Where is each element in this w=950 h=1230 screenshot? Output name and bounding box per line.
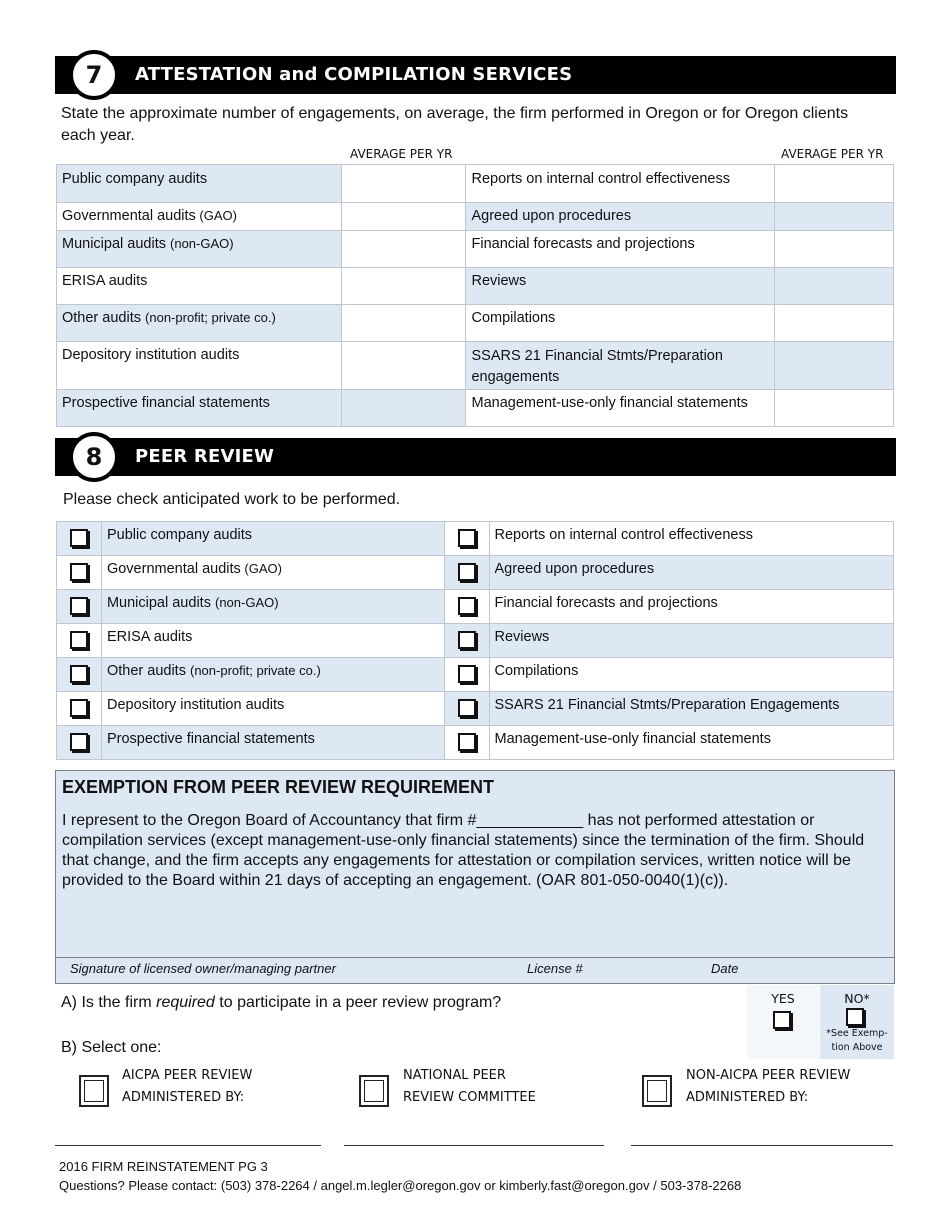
signature-line[interactable] bbox=[56, 957, 894, 958]
row-label: Reports on internal control effectiveness bbox=[494, 527, 753, 543]
option-national-label bbox=[403, 1065, 536, 1109]
checkbox[interactable] bbox=[70, 733, 88, 751]
yes-label: YES bbox=[771, 991, 795, 1006]
row-label: Depository institution audits bbox=[106, 697, 285, 713]
row-label: Management-use-only financial statements bbox=[494, 731, 771, 747]
engagements-table bbox=[56, 164, 894, 427]
exemption-text: I represent to the Oregon Board of Accountancy that firm #____________ has not performed attestation or compilation services (except management-use-only financial statements) since the termination of the firm. Should that change, and the firm accepts any engagements for attestation or compilation services, written notice will be provided to the Board within 21 days of accepting an engagement. (OAR 801-050-0040(1)(c)). bbox=[62, 812, 865, 889]
table-row bbox=[57, 268, 894, 305]
checkbox[interactable] bbox=[70, 529, 88, 547]
table-row bbox=[57, 305, 894, 342]
checkbox[interactable] bbox=[458, 665, 476, 683]
option-line: ADMINISTERED BY: bbox=[686, 1090, 809, 1105]
question-a-emph: required bbox=[156, 994, 215, 1011]
section-7-intro: State the approximate number of engagements, on average, the firm performed in Oregon or for Oregon clients each year. bbox=[61, 105, 849, 144]
row-label: Reports on internal control effectiveness bbox=[471, 171, 730, 187]
row-label: Public company audits bbox=[106, 527, 253, 543]
row-label: Depository institution audits bbox=[62, 347, 240, 363]
yes-checkbox[interactable] bbox=[773, 1011, 791, 1029]
checkbox[interactable] bbox=[458, 733, 476, 751]
checkbox[interactable] bbox=[458, 529, 476, 547]
avg-input[interactable] bbox=[775, 231, 894, 268]
aicpa-administrator-line[interactable] bbox=[55, 1145, 321, 1146]
peer-review-table bbox=[56, 521, 894, 760]
signature-label: Signature of licensed owner/managing partner bbox=[70, 961, 336, 976]
avg-input[interactable] bbox=[775, 390, 894, 427]
avg-per-yr-left-header: AVERAGE PER YR bbox=[350, 147, 453, 161]
checkbox[interactable] bbox=[458, 631, 476, 649]
option-line: ADMINISTERED BY: bbox=[122, 1090, 245, 1105]
section-7-header bbox=[55, 56, 896, 94]
row-note: (GAO) bbox=[195, 208, 237, 223]
row-note: (GAO) bbox=[240, 561, 282, 576]
option-line: REVIEW COMMITTEE bbox=[403, 1090, 536, 1105]
checkbox[interactable] bbox=[458, 699, 476, 717]
row-note: (non-GAO) bbox=[214, 595, 279, 610]
table-row bbox=[57, 726, 894, 760]
exemption-box bbox=[55, 770, 895, 984]
section-8-header bbox=[55, 438, 896, 476]
question-a-suffix: to participate in a peer review program? bbox=[214, 994, 502, 1011]
table-row bbox=[57, 590, 894, 624]
row-label: ERISA audits bbox=[106, 629, 193, 645]
option-aicpa-checkbox[interactable] bbox=[79, 1075, 109, 1107]
row-label: Financial forecasts and projections bbox=[494, 595, 718, 611]
row-label: Prospective financial statements bbox=[106, 731, 315, 747]
table-row bbox=[57, 165, 894, 203]
row-label: Other audits bbox=[62, 310, 141, 326]
table-row bbox=[57, 231, 894, 268]
question-a-prefix: A) Is the firm bbox=[61, 994, 157, 1011]
see-note-line-1: *See Exemp- bbox=[826, 1028, 888, 1039]
row-label: Other audits bbox=[106, 663, 186, 679]
row-label: Reviews bbox=[494, 629, 550, 645]
yes-cell bbox=[747, 985, 819, 1059]
non-aicpa-administrator-line[interactable] bbox=[631, 1145, 893, 1146]
footer-page: 2016 FIRM REINSTATEMENT PG 3 bbox=[59, 1159, 268, 1174]
checkbox[interactable] bbox=[70, 597, 88, 615]
option-line: AICPA PEER REVIEW bbox=[122, 1068, 253, 1083]
table-row bbox=[57, 390, 894, 427]
section-8-title: PEER REVIEW bbox=[135, 446, 275, 467]
license-label: License # bbox=[527, 961, 583, 976]
avg-input[interactable] bbox=[775, 165, 894, 203]
row-label: Governmental audits bbox=[106, 561, 241, 577]
option-aicpa-label bbox=[122, 1065, 252, 1109]
row-label: Financial forecasts and projections bbox=[471, 236, 695, 252]
avg-input[interactable] bbox=[341, 268, 466, 305]
no-label: NO* bbox=[844, 991, 870, 1006]
exemption-title: EXEMPTION FROM PEER REVIEW REQUIREMENT bbox=[62, 777, 495, 797]
avg-input[interactable] bbox=[341, 342, 466, 390]
see-note-line-2: tion Above bbox=[831, 1042, 883, 1053]
footer-contact: Questions? Please contact: (503) 378-2264 / angel.m.legler@oregon.gov or kimberly.fast@oregon.gov / 503-378-2268 bbox=[59, 1178, 742, 1193]
option-national-checkbox[interactable] bbox=[359, 1075, 389, 1107]
checkbox[interactable] bbox=[70, 699, 88, 717]
question-a bbox=[61, 994, 501, 1012]
table-row bbox=[57, 692, 894, 726]
row-label: Compilations bbox=[494, 663, 579, 679]
national-line[interactable] bbox=[344, 1145, 604, 1146]
table-row bbox=[57, 624, 894, 658]
row-label: SSARS 21 Financial Stmts/Preparation engagements bbox=[471, 348, 723, 385]
checkbox[interactable] bbox=[458, 597, 476, 615]
row-label: ERISA audits bbox=[62, 273, 148, 289]
table-row bbox=[57, 522, 894, 556]
row-note: (non-profit; private co.) bbox=[145, 310, 276, 325]
avg-input[interactable] bbox=[341, 165, 466, 203]
avg-input[interactable] bbox=[341, 305, 466, 342]
row-label: Agreed upon procedures bbox=[494, 561, 655, 577]
avg-input[interactable] bbox=[775, 203, 894, 231]
section-7-number: 7 bbox=[69, 50, 119, 100]
table-row bbox=[57, 556, 894, 590]
no-checkbox[interactable] bbox=[846, 1008, 864, 1026]
avg-input[interactable] bbox=[775, 268, 894, 305]
table-row bbox=[57, 203, 894, 231]
section-7-title: ATTESTATION and COMPILATION SERVICES bbox=[135, 64, 573, 85]
checkbox[interactable] bbox=[70, 665, 88, 683]
option-line: NATIONAL PEER bbox=[403, 1068, 506, 1083]
option-line: NON-AICPA PEER REVIEW bbox=[686, 1068, 851, 1083]
row-note: (non-GAO) bbox=[170, 236, 234, 251]
row-note: (non-profit; private co.) bbox=[190, 663, 321, 678]
section-8-number: 8 bbox=[69, 432, 119, 482]
row-label: Public company audits bbox=[62, 171, 208, 187]
avg-input[interactable] bbox=[341, 231, 466, 268]
table-row bbox=[57, 342, 894, 390]
see-exemption-note bbox=[820, 1027, 894, 1055]
avg-per-yr-right-header: AVERAGE PER YR bbox=[781, 147, 884, 161]
row-label: Reviews bbox=[471, 273, 527, 289]
row-label: Agreed upon procedures bbox=[471, 208, 632, 224]
table-row bbox=[57, 658, 894, 692]
avg-input[interactable] bbox=[775, 342, 894, 390]
checkbox[interactable] bbox=[458, 563, 476, 581]
row-label: SSARS 21 Financial Stmts/Preparation Engagements bbox=[494, 697, 840, 713]
avg-input[interactable] bbox=[341, 203, 466, 231]
section-8-intro: Please check anticipated work to be performed. bbox=[63, 491, 401, 508]
row-label: Municipal audits bbox=[106, 595, 211, 611]
avg-input[interactable] bbox=[775, 305, 894, 342]
question-b: B) Select one: bbox=[61, 1039, 162, 1056]
avg-input[interactable] bbox=[341, 390, 466, 427]
checkbox[interactable] bbox=[70, 631, 88, 649]
row-label: Management-use-only financial statements bbox=[471, 395, 748, 411]
option-non-aicpa-label bbox=[686, 1065, 850, 1109]
option-non-aicpa-checkbox[interactable] bbox=[642, 1075, 672, 1107]
row-label: Municipal audits bbox=[62, 236, 166, 252]
date-label: Date bbox=[711, 961, 739, 976]
checkbox[interactable] bbox=[70, 563, 88, 581]
no-cell bbox=[820, 985, 894, 1059]
row-label: Compilations bbox=[471, 310, 556, 326]
row-label: Governmental audits bbox=[62, 208, 196, 224]
row-label: Prospective financial statements bbox=[62, 395, 270, 411]
